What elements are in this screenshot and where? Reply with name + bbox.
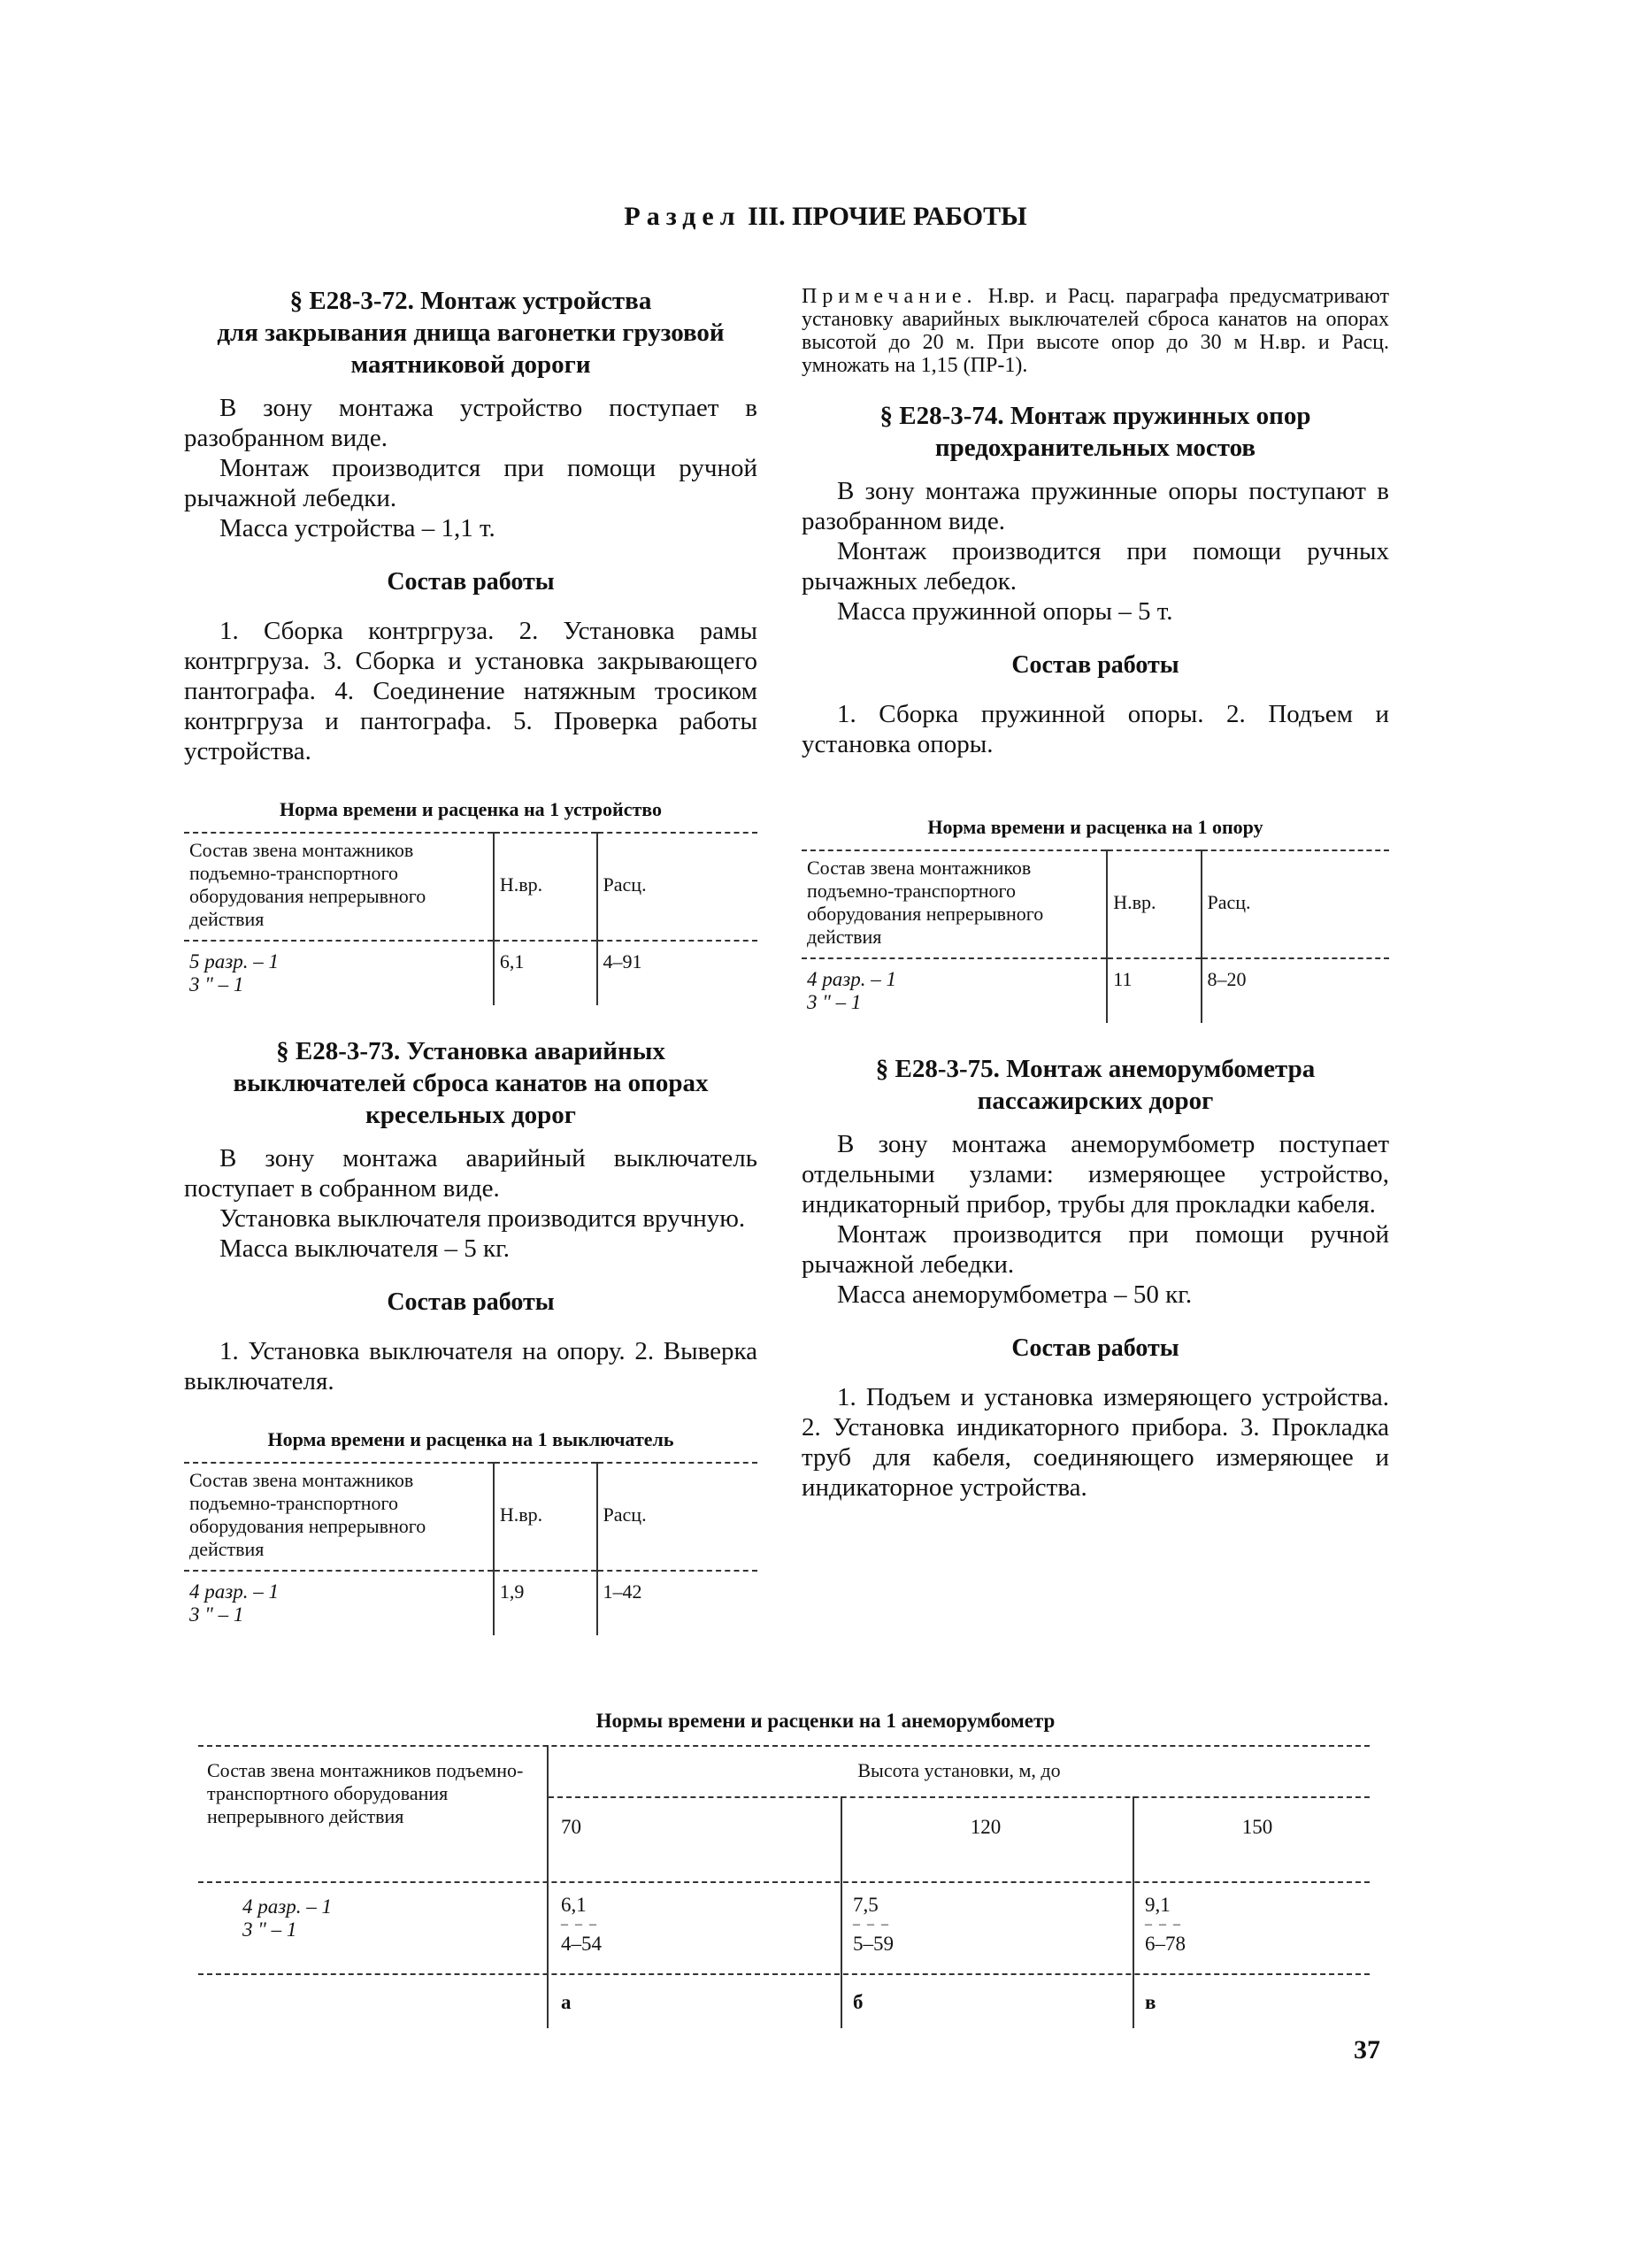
section-74-title <box>802 400 1389 464</box>
rasc-value: 4–54 <box>561 1933 602 1955</box>
section-74-work-title: Состав работы <box>1011 651 1179 679</box>
crew-line: 4 разр. – 1 <box>242 1895 332 1918</box>
section-72-work-title: Состав работы <box>387 568 555 596</box>
section-73-title <box>184 1035 757 1131</box>
section-75-title <box>802 1053 1389 1117</box>
page-header <box>0 202 1651 232</box>
section-75-paragraph: Монтаж производится при помощи ручной рычажной лебедки. <box>802 1220 1389 1279</box>
section-72-paragraph: Масса устройства – 1,1 т. <box>219 514 495 542</box>
norm-cell-a <box>561 1892 602 1957</box>
table-cell-nvr: 6,1 <box>494 941 597 1005</box>
note-paragraph <box>802 285 1389 377</box>
crew-line: 5 разр. – 1 <box>189 950 279 973</box>
table-cell-rasc: 4–91 <box>603 950 642 973</box>
section-75-title-line: § Е28-3-75. Монтаж анеморумбометра <box>875 1055 1316 1083</box>
section-72-table-caption: Норма времени и расценка на 1 устройство <box>279 798 663 820</box>
nvr-value: 7,5 <box>853 1894 879 1916</box>
section-74-work-text: 1. Сборка пружинной опоры. 2. Подъем и установка опоры. <box>802 700 1389 758</box>
section-72-work-text: 1. Сборка контргруза. 2. Установка рамы контргруза. 3. Сборка и установка закрывающего пантографа. 4. Соединение натяжным тросиком контргруза и пантографа. 5. Проверка работы устройства. <box>184 617 757 765</box>
section-72-norm-table <box>184 832 757 1005</box>
anemometer-norm-table <box>198 1745 1370 2013</box>
table-header-rasc: Расц. <box>1202 850 1390 958</box>
section-72-title-line: § Е28-3-72. Монтаж устройства <box>289 287 652 315</box>
section-73-paragraph: В зону монтажа аварийный выключатель поступает в собранном виде. <box>184 1144 757 1203</box>
table-cell-rasc: 1–42 <box>603 1580 642 1603</box>
header-section: III. ПРОЧИЕ РАБОТЫ <box>748 202 1027 231</box>
section-74-table-caption: Норма времени и расценка на 1 опору <box>927 816 1263 838</box>
section-73-title-line: выключателей сброса канатов на опорах <box>233 1069 709 1097</box>
page-number: 37 <box>1354 2035 1380 2064</box>
table-cell-crew <box>802 958 1107 1023</box>
fraction-line: – – – <box>561 1917 598 1932</box>
crew-line: 4 разр. – 1 <box>807 968 896 990</box>
table-header-crew: Состав звена монтажников подъемно-транспортного оборудования непрерывного действия <box>184 1463 494 1571</box>
bottom-table-caption: Нормы времени и расценки на 1 анеморумбометр <box>595 1710 1056 1732</box>
height-value: 150 <box>1241 1816 1273 1838</box>
table-header-crew: Состав звена монтажников подъемно-транспортного оборудования непрерывного действия <box>802 850 1107 958</box>
section-73-work-title: Состав работы <box>387 1288 555 1316</box>
table-rule <box>549 1796 1370 1798</box>
column-letter: б <box>853 1991 864 2013</box>
nvr-value: 9,1 <box>1145 1894 1171 1916</box>
note-label: Примечание. <box>802 285 978 308</box>
crew-line: 3 " – 1 <box>807 991 862 1013</box>
section-73-norm-table <box>184 1462 757 1635</box>
table-cell-crew <box>184 941 494 1005</box>
section-74-paragraph: Монтаж производится при помощи ручных рычажных лебедок. <box>802 537 1389 596</box>
height-value: 120 <box>970 1816 1002 1838</box>
table-header-height: Высота установки, м, до <box>857 1759 1061 1781</box>
table-cell-crew <box>242 1895 332 1941</box>
height-value: 70 <box>561 1816 581 1838</box>
table-header-crew: Состав звена монтажников подъемно-транспортного оборудования непрерывного действия <box>184 833 494 941</box>
section-74-norm-table <box>802 850 1389 1023</box>
section-73-work-text: 1. Установка выключателя на опору. 2. Выверка выключателя. <box>184 1337 757 1395</box>
crew-line: 3 " – 1 <box>189 973 244 996</box>
crew-line: 3 " – 1 <box>189 1603 244 1626</box>
table-header-nvr: Н.вр. <box>494 833 597 941</box>
table-cell-nvr: 11 <box>1107 958 1201 1023</box>
column-letter: а <box>561 1991 572 2013</box>
table-rule <box>198 1973 1370 1975</box>
nvr-value: 6,1 <box>561 1894 587 1916</box>
section-75-title-line: пассажирских дорог <box>977 1087 1214 1115</box>
section-75-work-text: 1. Подъем и установка измеряющего устройства. 2. Установка индикаторного прибора. 3. Прокладка труб для кабеля, соединяющего измеряющее и индикаторное устройства. <box>802 1383 1389 1502</box>
table-column-divider <box>1133 1796 1134 2028</box>
section-73-title-line: § Е28-3-73. Установка аварийных <box>276 1037 665 1065</box>
section-74-paragraph: Масса пружинной опоры – 5 т. <box>837 597 1173 626</box>
header-prefix: Раздел <box>624 202 741 231</box>
section-75-work-title: Состав работы <box>1011 1334 1179 1362</box>
section-74-title-line: предохранительных мостов <box>934 434 1256 462</box>
table-cell-crew <box>184 1571 494 1635</box>
section-74-paragraph: В зону монтажа пружинные опоры поступают в разобранном виде. <box>802 477 1389 535</box>
section-73-paragraph: Масса выключателя – 5 кг. <box>219 1234 510 1263</box>
section-75-paragraph: Масса анеморумбометра – 50 кг. <box>837 1280 1193 1309</box>
table-header-rasc: Расц. <box>597 1463 757 1571</box>
section-72-paragraph: В зону монтажа устройство поступает в разобранном виде. <box>184 394 757 452</box>
table-column-divider <box>841 1796 842 2028</box>
section-73-paragraph: Установка выключателя производится вручную. <box>219 1204 746 1233</box>
table-cell-nvr: 1,9 <box>494 1571 597 1635</box>
fraction-line: – – – <box>1145 1917 1182 1932</box>
section-72-title-line: для закрывания днища вагонетки грузовой <box>217 319 725 347</box>
table-header-rasc: Расц. <box>597 833 757 941</box>
section-73-table-caption: Норма времени и расценка на 1 выключатель <box>267 1428 674 1450</box>
norm-cell-c <box>1145 1892 1186 1957</box>
crew-line: 4 разр. – 1 <box>189 1580 279 1603</box>
left-column <box>184 285 757 1635</box>
section-73-title-line: кресельных дорог <box>365 1101 576 1129</box>
norm-cell-b <box>853 1892 894 1957</box>
rasc-value: 6–78 <box>1145 1933 1186 1955</box>
table-header-crew: Состав звена монтажников подъемно-транспортного оборудования непрерывного действия <box>207 1759 524 1827</box>
column-letter: в <box>1145 1991 1156 2013</box>
section-74-title-line: § Е28-3-74. Монтаж пружинных опор <box>879 402 1311 430</box>
table-cell-rasc: 8–20 <box>1207 968 1247 990</box>
table-rule <box>198 1881 1370 1883</box>
section-72-title-line: маятниковой дороги <box>350 350 591 379</box>
section-72-title <box>184 285 757 381</box>
section-75-paragraph: В зону монтажа анеморумбометр поступает отдельными узлами: измеряющее устройство, индикаторный прибор, трубы для прокладки кабеля. <box>802 1130 1389 1219</box>
right-column <box>802 285 1389 1503</box>
note-text: Н.вр. и Расц. параграфа предусматривают установку аварийных выключателей сброса канатов на опорах высотой до 20 м. При высоте опор до 30 м Н.вр. и Расц. умножать на 1,15 (ПР-1). <box>802 285 1389 377</box>
table-rule <box>198 1745 1370 1747</box>
table-header-nvr: Н.вр. <box>494 1463 597 1571</box>
section-72-paragraph: Монтаж производится при помощи ручной рычажной лебедки. <box>184 454 757 512</box>
crew-line: 3 " – 1 <box>242 1918 297 1941</box>
table-column-divider <box>547 1745 549 2028</box>
table-header-nvr: Н.вр. <box>1107 850 1201 958</box>
fraction-line: – – – <box>853 1917 890 1932</box>
rasc-value: 5–59 <box>853 1933 894 1955</box>
